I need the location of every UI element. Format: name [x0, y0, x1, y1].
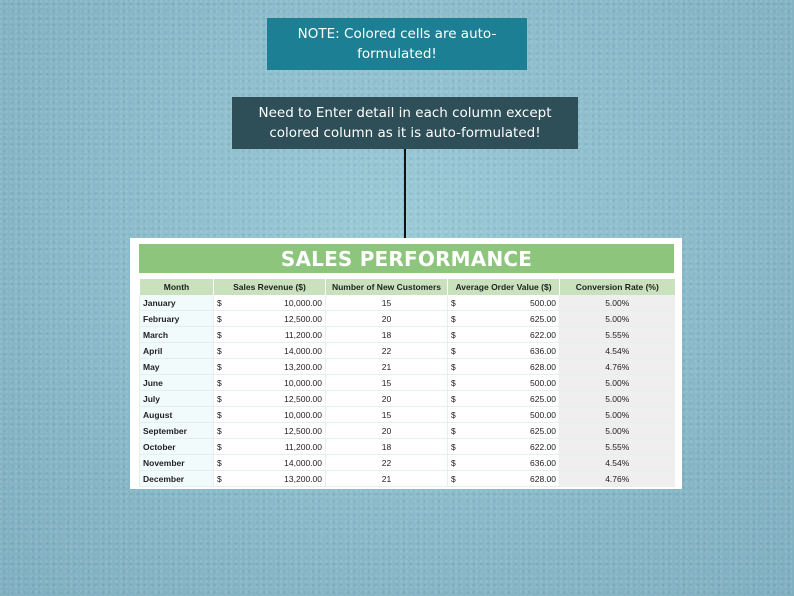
- currency-symbol: $: [217, 361, 222, 372]
- cell-aov[interactable]: [448, 471, 560, 487]
- aov-value: 500.00: [530, 297, 556, 308]
- cell-conversion-rate: 5.00%: [560, 295, 675, 311]
- revenue-value: 13,200.00: [284, 473, 322, 484]
- cell-aov[interactable]: [448, 455, 560, 471]
- cell-month[interactable]: June: [140, 375, 214, 391]
- cell-revenue[interactable]: [214, 423, 326, 439]
- cell-month[interactable]: April: [140, 343, 214, 359]
- cell-customers[interactable]: 21: [326, 471, 448, 487]
- currency-symbol: $: [451, 345, 456, 356]
- cell-conversion-rate: 4.54%: [560, 343, 675, 359]
- instruction-callout: [232, 97, 578, 149]
- table-header-row: [140, 279, 675, 295]
- currency-symbol: $: [217, 297, 222, 308]
- cell-customers[interactable]: 15: [326, 375, 448, 391]
- revenue-value: 12,500.00: [284, 425, 322, 436]
- currency-symbol: $: [451, 361, 456, 372]
- currency-symbol: $: [451, 297, 456, 308]
- cell-revenue[interactable]: [214, 359, 326, 375]
- cell-revenue[interactable]: [214, 391, 326, 407]
- cell-conversion-rate: 4.54%: [560, 455, 675, 471]
- currency-symbol: $: [217, 377, 222, 388]
- cell-aov[interactable]: [448, 359, 560, 375]
- column-header-month[interactable]: Month: [140, 279, 214, 295]
- note-text: NOTE: Colored cells are auto-formulated!: [297, 26, 497, 62]
- cell-customers[interactable]: 22: [326, 343, 448, 359]
- cell-customers[interactable]: 18: [326, 439, 448, 455]
- aov-value: 625.00: [530, 393, 556, 404]
- currency-symbol: $: [451, 393, 456, 404]
- currency-symbol: $: [217, 409, 222, 420]
- sales-table: [139, 279, 675, 487]
- currency-symbol: $: [451, 441, 456, 452]
- connector-line: [404, 149, 406, 244]
- aov-value: 628.00: [530, 473, 556, 484]
- aov-value: 622.00: [530, 441, 556, 452]
- column-header-conversion-rate[interactable]: Conversion Rate (%): [560, 279, 675, 295]
- aov-value: 622.00: [530, 329, 556, 340]
- table-row: [140, 407, 675, 423]
- currency-symbol: $: [217, 313, 222, 324]
- cell-conversion-rate: 4.76%: [560, 471, 675, 487]
- revenue-value: 10,000.00: [284, 377, 322, 388]
- aov-value: 500.00: [530, 409, 556, 420]
- cell-aov[interactable]: [448, 343, 560, 359]
- cell-revenue[interactable]: [214, 407, 326, 423]
- cell-customers[interactable]: 22: [326, 455, 448, 471]
- currency-symbol: $: [451, 313, 456, 324]
- cell-conversion-rate: 5.55%: [560, 327, 675, 343]
- cell-revenue[interactable]: [214, 375, 326, 391]
- aov-value: 625.00: [530, 425, 556, 436]
- cell-aov[interactable]: [448, 375, 560, 391]
- currency-symbol: $: [217, 393, 222, 404]
- table-row: [140, 375, 675, 391]
- revenue-value: 12,500.00: [284, 313, 322, 324]
- cell-revenue[interactable]: [214, 311, 326, 327]
- cell-revenue[interactable]: [214, 471, 326, 487]
- currency-symbol: $: [217, 425, 222, 436]
- table-row: [140, 391, 675, 407]
- cell-aov[interactable]: [448, 439, 560, 455]
- sheet-title: [139, 244, 674, 273]
- cell-month[interactable]: December: [140, 471, 214, 487]
- aov-value: 636.00: [530, 345, 556, 356]
- cell-month[interactable]: November: [140, 455, 214, 471]
- revenue-value: 10,000.00: [284, 297, 322, 308]
- cell-month[interactable]: March: [140, 327, 214, 343]
- cell-revenue[interactable]: [214, 439, 326, 455]
- table-body: [140, 295, 675, 487]
- cell-revenue[interactable]: [214, 327, 326, 343]
- currency-symbol: $: [451, 409, 456, 420]
- cell-conversion-rate: 4.76%: [560, 359, 675, 375]
- cell-conversion-rate: 5.00%: [560, 375, 675, 391]
- table-row: [140, 455, 675, 471]
- cell-aov[interactable]: [448, 407, 560, 423]
- cell-revenue[interactable]: [214, 295, 326, 311]
- revenue-value: 10,000.00: [284, 409, 322, 420]
- revenue-value: 11,200.00: [284, 329, 322, 340]
- revenue-value: 11,200.00: [284, 441, 322, 452]
- cell-conversion-rate: 5.00%: [560, 311, 675, 327]
- cell-month[interactable]: October: [140, 439, 214, 455]
- revenue-value: 13,200.00: [284, 361, 322, 372]
- currency-symbol: $: [451, 473, 456, 484]
- note-callout: [267, 18, 527, 70]
- currency-symbol: $: [451, 457, 456, 468]
- cell-month[interactable]: July: [140, 391, 214, 407]
- cell-month[interactable]: January: [140, 295, 214, 311]
- aov-value: 625.00: [530, 313, 556, 324]
- cell-customers[interactable]: 21: [326, 359, 448, 375]
- table-row: [140, 359, 675, 375]
- cell-revenue[interactable]: [214, 455, 326, 471]
- table-row: [140, 311, 675, 327]
- revenue-value: 14,000.00: [284, 345, 322, 356]
- aov-value: 636.00: [530, 457, 556, 468]
- currency-symbol: $: [217, 345, 222, 356]
- currency-symbol: $: [451, 377, 456, 388]
- cell-conversion-rate: 5.55%: [560, 439, 675, 455]
- cell-aov[interactable]: [448, 311, 560, 327]
- cell-aov[interactable]: [448, 423, 560, 439]
- cell-conversion-rate: 5.00%: [560, 407, 675, 423]
- sales-performance-sheet: [130, 238, 682, 489]
- cell-month[interactable]: August: [140, 407, 214, 423]
- table-row: [140, 327, 675, 343]
- revenue-value: 14,000.00: [284, 457, 322, 468]
- cell-customers[interactable]: 15: [326, 295, 448, 311]
- cell-month[interactable]: May: [140, 359, 214, 375]
- sheet-title-text: SALES PERFORMANCE: [280, 246, 533, 271]
- currency-symbol: $: [451, 425, 456, 436]
- cell-customers[interactable]: 18: [326, 327, 448, 343]
- cell-aov[interactable]: [448, 327, 560, 343]
- cell-month[interactable]: February: [140, 311, 214, 327]
- cell-customers[interactable]: 15: [326, 407, 448, 423]
- column-header-aov[interactable]: Average Order Value ($): [448, 279, 560, 295]
- table-row: [140, 471, 675, 487]
- cell-revenue[interactable]: [214, 343, 326, 359]
- aov-value: 628.00: [530, 361, 556, 372]
- cell-conversion-rate: 5.00%: [560, 391, 675, 407]
- currency-symbol: $: [217, 441, 222, 452]
- cell-customers[interactable]: 20: [326, 423, 448, 439]
- table-row: [140, 343, 675, 359]
- cell-conversion-rate: 5.00%: [560, 423, 675, 439]
- cell-aov[interactable]: [448, 391, 560, 407]
- table-row: [140, 439, 675, 455]
- currency-symbol: $: [217, 473, 222, 484]
- column-header-revenue[interactable]: Sales Revenue ($): [214, 279, 326, 295]
- currency-symbol: $: [217, 329, 222, 340]
- cell-month[interactable]: September: [140, 423, 214, 439]
- cell-customers[interactable]: 20: [326, 391, 448, 407]
- cell-aov[interactable]: [448, 295, 560, 311]
- revenue-value: 12,500.00: [284, 393, 322, 404]
- cell-customers[interactable]: 20: [326, 311, 448, 327]
- currency-symbol: $: [451, 329, 456, 340]
- aov-value: 500.00: [530, 377, 556, 388]
- currency-symbol: $: [217, 457, 222, 468]
- instruction-text: Need to Enter detail in each column except colored column as it is auto-formulated!: [258, 105, 552, 141]
- column-header-customers[interactable]: Number of New Customers: [326, 279, 448, 295]
- table-row: [140, 423, 675, 439]
- table-row: [140, 295, 675, 311]
